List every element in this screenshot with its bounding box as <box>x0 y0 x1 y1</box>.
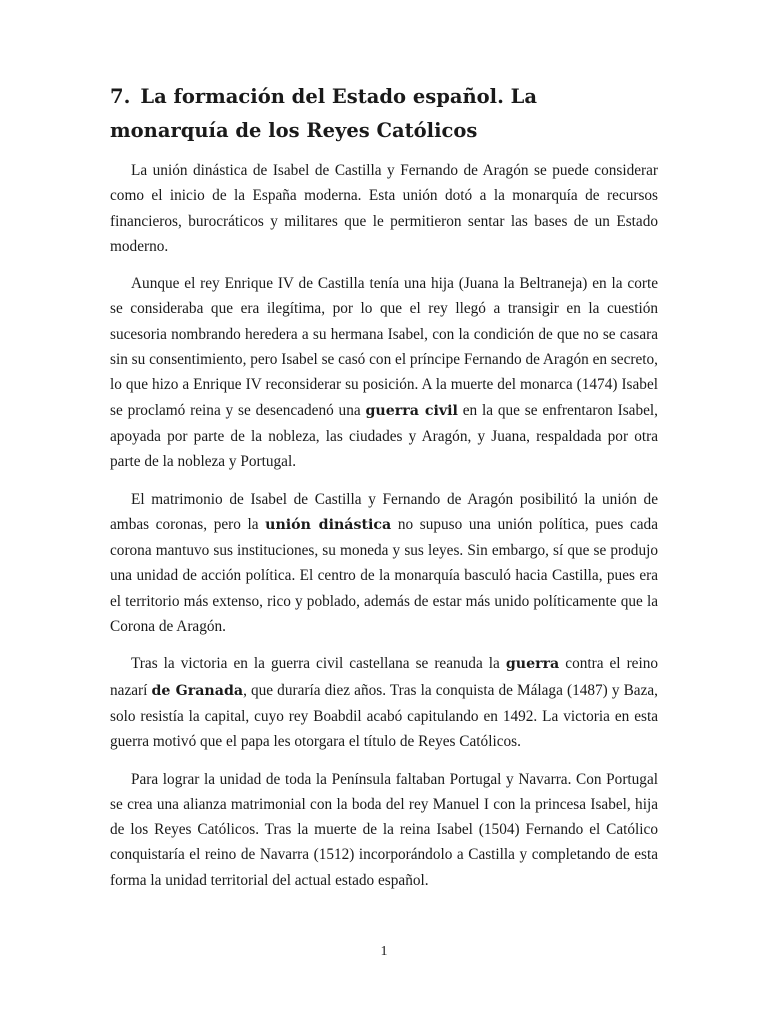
paragraph-text: La unión dinástica de Isabel de Castilla y Fernando de Aragón se puede considerar como el inicio de la España moderna. Esta unión dotó a la monarquía de recursos financieros, burocráticos y militares que le permitieron sentar las bases de un Estado moderno. <box>110 162 658 255</box>
paragraph-1 <box>110 158 658 259</box>
paragraph-text: en la que se enfrentaron Isabel, apoyada por parte de la nobleza, las ciudades y Aragón, y Juana, respaldada por otra parte de la nobleza y Portugal. <box>110 401 658 471</box>
section-title: La formación del Estado español. La monarquía de los Reyes Católicos <box>110 85 538 142</box>
paragraph-text: Tras la victoria en la guerra civil castellana se reanuda la <box>131 655 500 673</box>
page-number: 1 <box>380 944 388 959</box>
paragraph-5 <box>110 767 658 893</box>
section-number: 7. <box>110 85 131 108</box>
bold-term: guerra <box>505 656 560 673</box>
document-body <box>110 158 658 905</box>
paragraph-3 <box>110 487 658 640</box>
paragraph-text: Para lograr la unidad de toda la Península faltaban Portugal y Navarra. Con Portugal se crea una alianza matrimonial con la boda del rey Manuel I con la princesa Isabel, hija de los Reyes Católicos. Tras la muerte de la reina Isabel (1504) Fernando el Católico conquistaría el reino de Navarra (1512) incorporándolo a Castilla y completando de esta forma la unidad territorial del actual estado español. <box>110 770 658 889</box>
paragraph-text: Aunque el rey Enrique IV de Castilla tenía una hija (Juana la Beltraneja) en la corte se consideraba que era ilegítima, por lo que el rey llegó a transigir en la cuestión sucesoria nombrando heredera a su hermana Isabel, con la condición de que no se casara sin su consentimiento, pero Isabel se casó con el príncipe Fernando de Aragón en secreto, lo que hizo a Enrique IV reconsiderar su posición. A la muerte del monarca (1474) Isabel se proclamó reina y se desencadenó una <box>110 275 658 419</box>
paragraph-2 <box>110 271 658 474</box>
bold-term: de Granada <box>151 682 244 699</box>
paragraph-text: El matrimonio de Isabel de Castilla y Fernando de Aragón posibilitó la unión de ambas coronas, pero la <box>110 490 658 533</box>
paragraph-text: , que duraría diez años. Tras la conquista de Málaga (1487) y Baza, solo resistía la capital, cuyo rey Boabdil acabó capitulando en 1492. La victoria en esta guerra motivó que el papa les otorgara el título de Reyes Católicos. <box>110 681 659 751</box>
bold-term: unión dinástica <box>265 516 392 533</box>
paragraph-text: contra el reino nazarí <box>110 655 659 699</box>
bold-term: guerra civil <box>365 402 458 419</box>
paragraph-4 <box>110 651 658 754</box>
paragraph-text: no supuso una unión política, pues cada corona mantuvo sus instituciones, su moneda y sus leyes. Sin embargo, sí que se produjo una unidad de acción política. El centro de la monarquía basculó hacia Castilla, pues era el territorio más extenso, rico y poblado, además de estar más unido políticamente que la Corona de Aragón. <box>110 515 658 636</box>
section-heading <box>110 80 662 148</box>
